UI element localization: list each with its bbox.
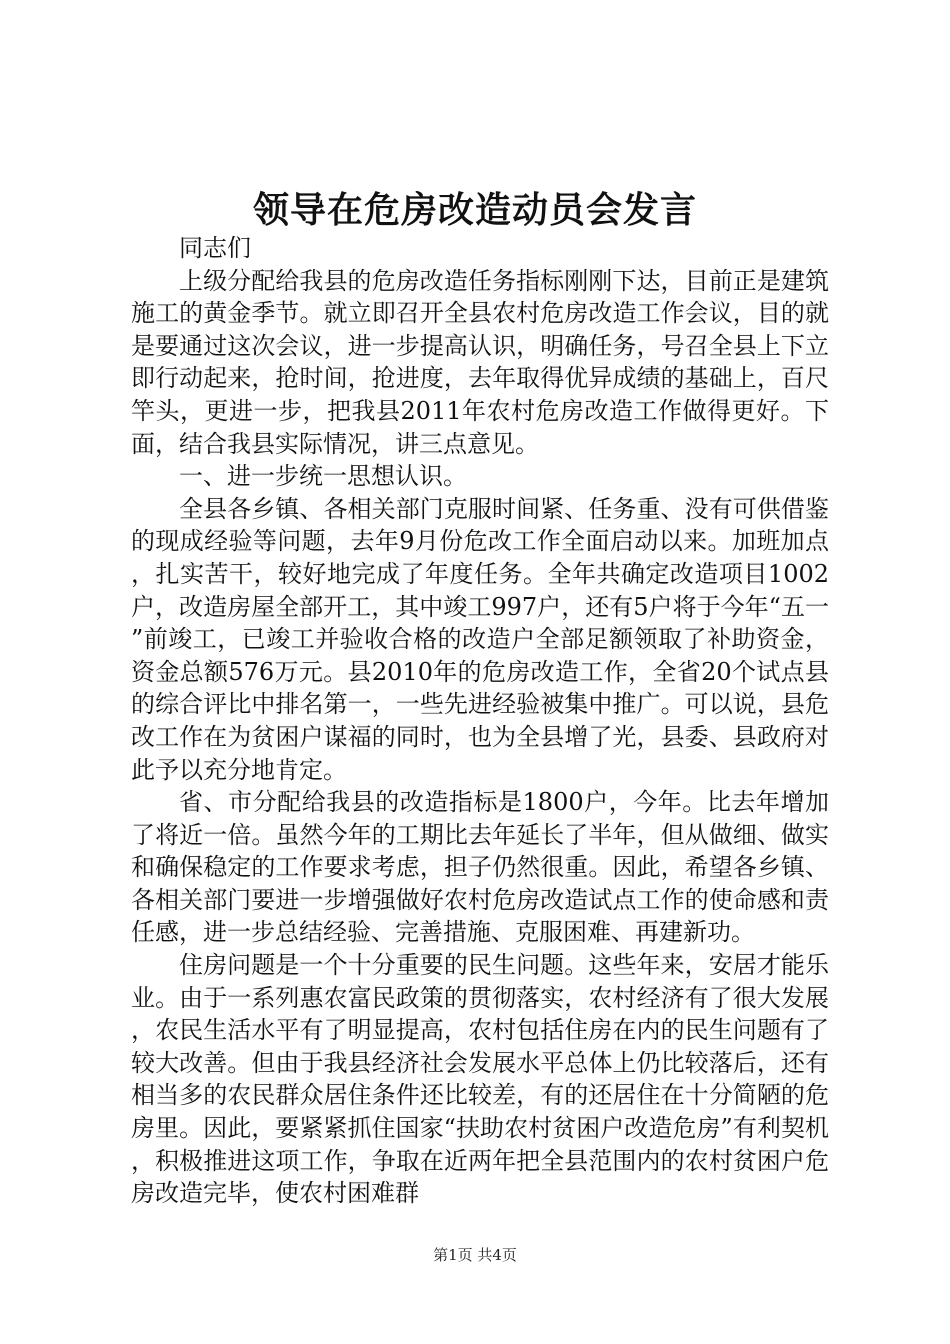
section-heading-1: 一、进一步统一思想认识。 [179,462,467,491]
body-paragraph: 全县各乡镇、各相关部门克服时间紧、任务重、没有可供借鉴的现成经验等问题，去年9月份危改工作全面启动以来。加班加点，扎实苦干，较好地完成了年度任务。全年共确定改造项目1002户，改造房屋全部开工，其中竣工997户，还有5户将于今年“五一”前竣工，已竣工并验收合格的改造户全部足额领取了补助资金，资金总额576万元。县2010年的危房改造工作，全省20个试点县的综合评比中排名第一，一些先进经验被集中推广。可以说，县危改工作在为贫困户谋福的同时，也为全县增了光，县委、县政府对此予以充分地肯定。 [131,494,829,784]
document-title: 领导在危房改造动员会发言 [252,189,697,231]
page-number-footer: 第1页 共4页 [433,1246,517,1264]
body-paragraph: 省、市分配给我县的改造指标是1800户，今年。比去年增加了将近一倍。虽然今年的工期比去年延长了半年，但从做细、做实和确保稳定的工作要求考虑，担子仍然很重。因此，希望各乡镇、各相关部门要进一步增强做好农村危房改造试点工作的使命感和责任感，进一步总结经验、完善措施、克服困难、再建新功。 [131,788,829,947]
body-paragraph: 住房问题是一个十分重要的民生问题。这些年来，安居才能乐业。由于一系列惠农富民政策的贯彻落实，农村经济有了很大发展，农民生活水平有了明显提高，农村包括住房在内的民生问题有了较大改善。但由于我县经济社会发展水平总体上仍比较落后，还有相当多的农民群众居住条件还比较差，有的还居住在十分简陋的危房里。因此，要紧紧抓住国家“扶助农村贫困户改造危房”有利契机，积极推进这项工作，争取在近两年把全县范围内的农村贫困户危房改造完毕，使农村困难群 [131,951,829,1208]
intro-paragraph: 上级分配给我县的危房改造任务指标刚刚下达，目前正是建筑施工的黄金季节。就立即召开全县农村危房改造工作会议，目的就是要通过这次会议，进一步提高认识，明确任务，号召全县上下立即行动起来，抢时间，抢进度，去年取得优异成绩的基础上，百尺竿头，更进一步，把我县2011年农村危房改造工作做得更好。下面，结合我县实际情况，讲三点意见。 [131,266,829,458]
salutation-paragraph: 同志们 [179,234,251,262]
document-body [131,232,829,1210]
